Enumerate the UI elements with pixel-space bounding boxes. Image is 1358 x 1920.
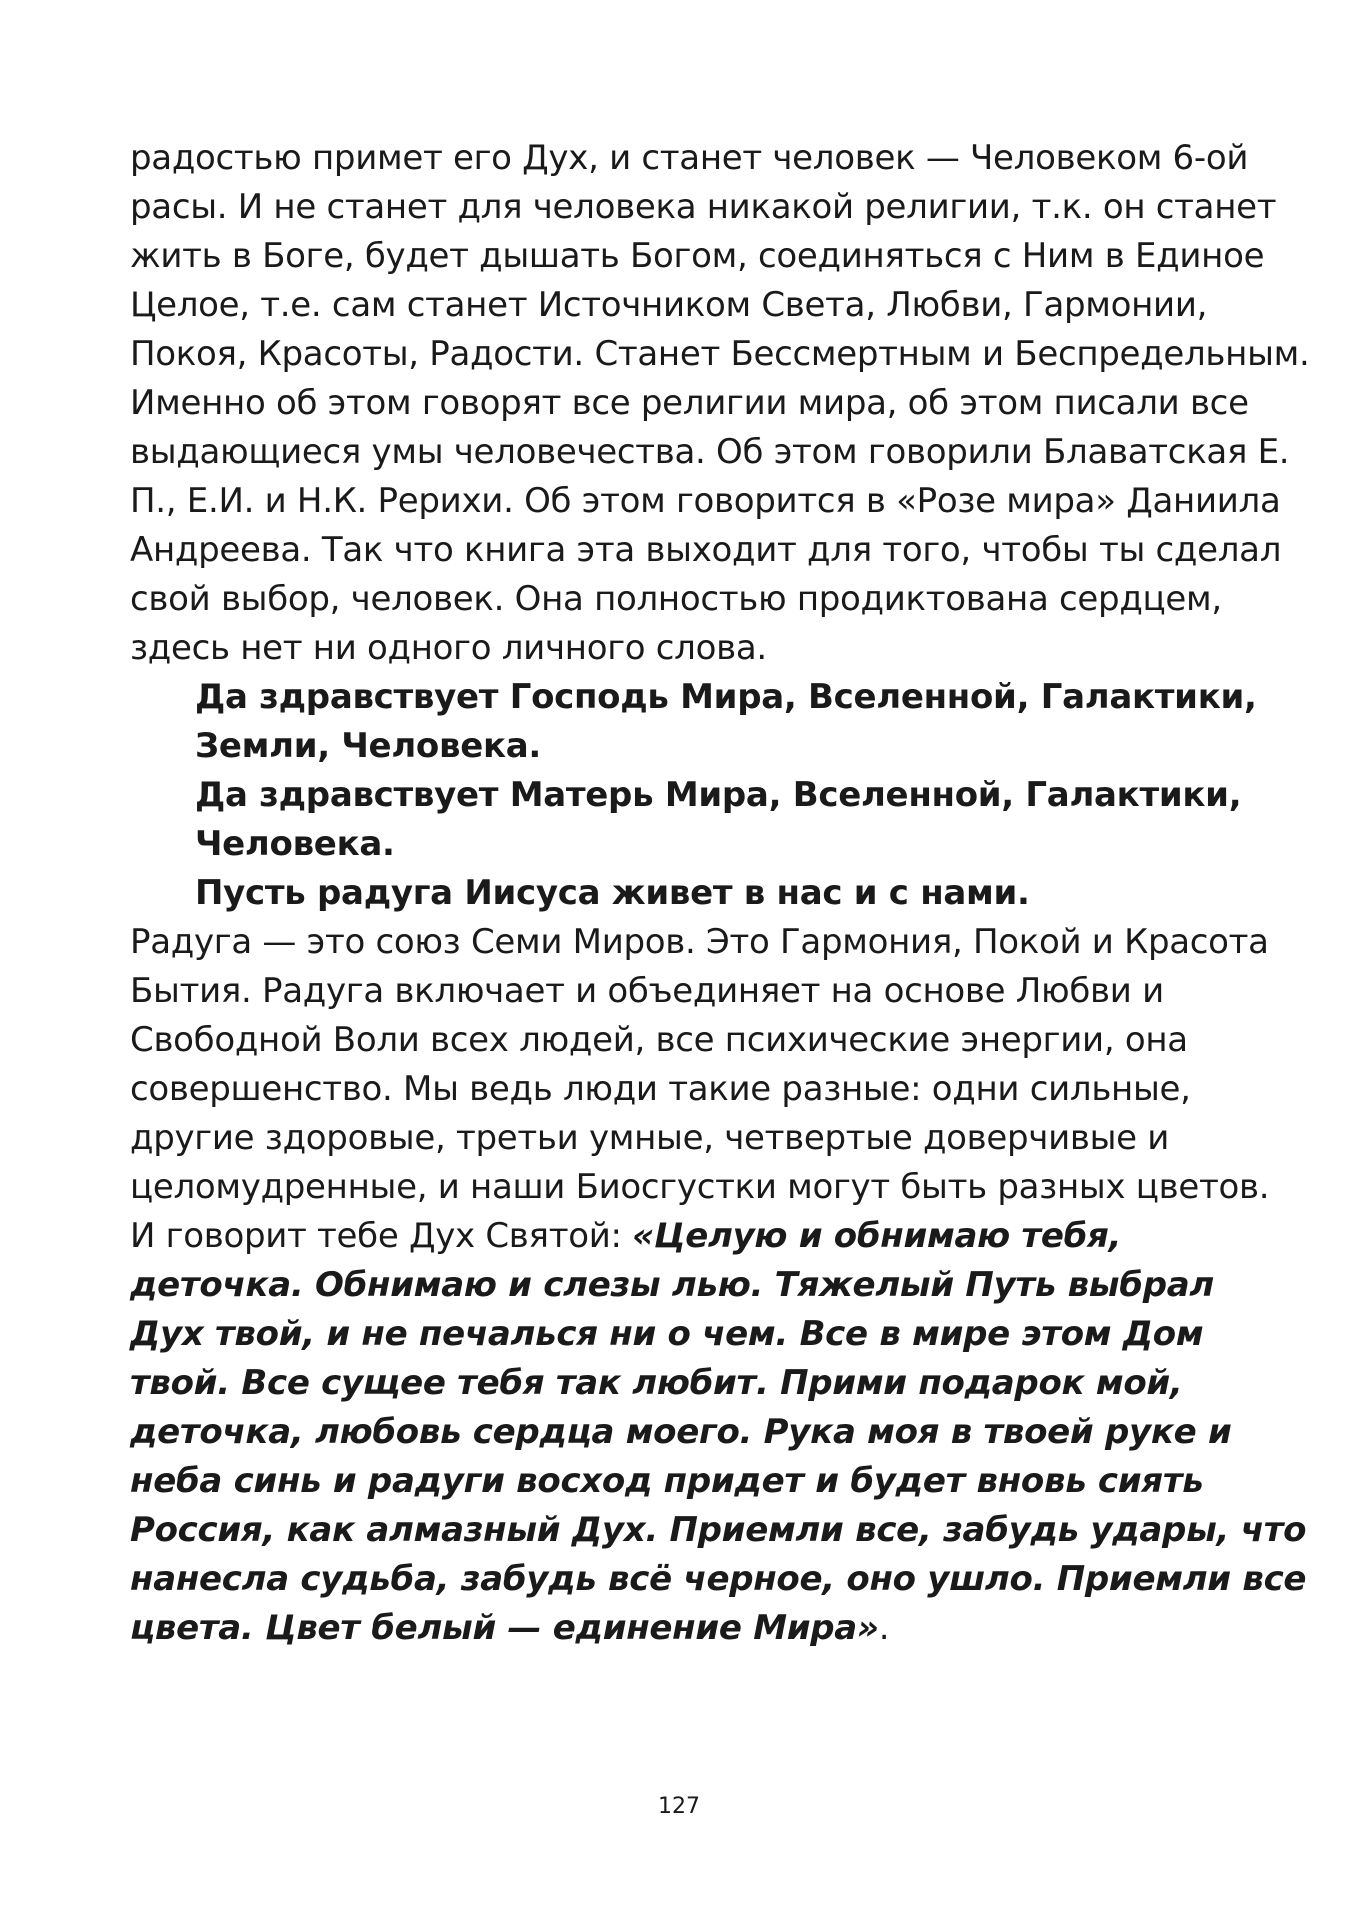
- quote-line: твой. Все сущее тебя так любит. Прими подарок мой,: [130, 1363, 1183, 1403]
- bold-text-line: Да здравствует Матерь Мира, Вселенной, Галактики,: [195, 775, 1242, 815]
- quote-text: «Целую и обнимаю тебя,: [632, 1216, 1122, 1256]
- quote-text: цвета. Цвет белый — единение Мира»: [130, 1608, 879, 1648]
- quote-line: деточка, любовь сердца моего. Рука моя в твоей руке и: [130, 1412, 1232, 1452]
- text-line: совершенство. Мы ведь люди такие разные: одни сильные,: [130, 1069, 1191, 1109]
- text-line: Целое, т.е. сам станет Источником Света, Любви, Гармонии,: [130, 285, 1208, 325]
- text-line: Андреева. Так что книга эта выходит для того, чтобы ты сделал: [130, 530, 1282, 570]
- bold-text-line: Да здравствует Господь Мира, Вселенной, Галактики,: [195, 677, 1257, 717]
- text-line: Радуга — это союз Семи Миров. Это Гармония, Покой и Красота: [130, 922, 1269, 962]
- text-line: выдающиеся умы человечества. Об этом говорили Блаватская Е.: [130, 432, 1290, 472]
- bold-text-line: Земли, Человека.: [195, 726, 541, 766]
- page-number: 127: [658, 1794, 700, 1819]
- text-line: Свободной Воли всех людей, все психические энергии, она: [130, 1020, 1188, 1060]
- text-line: расы. И не станет для человека никакой религии, т.к. он станет: [130, 187, 1277, 227]
- text-line: другие здоровые, третьи умные, четвертые доверчивые и: [130, 1118, 1170, 1158]
- text-line: целомудренные, и наши Биосгустки могут быть разных цветов.: [130, 1167, 1270, 1207]
- speech-line: [130, 1212, 1250, 1261]
- text-line: Покоя, Красоты, Радости. Станет Бессмертным и Беспредельным.: [130, 334, 1310, 374]
- page-body: [130, 134, 1310, 1653]
- text-line: жить в Боге, будет дышать Богом, соединяться с Ним в Единое: [130, 236, 1265, 276]
- text-line: здесь нет ни одного личного слова.: [130, 628, 767, 668]
- quote-last-line: [130, 1604, 1250, 1653]
- text-line: Бытия. Радуга включает и объединяет на основе Любви и: [130, 971, 1164, 1011]
- quote-line: деточка. Обнимаю и слезы лью. Тяжелый Путь выбрал: [130, 1265, 1214, 1305]
- text-line: радостью примет его Дух, и станет человек — Человеком 6-ой: [130, 138, 1249, 178]
- quote-end-punctuation: .: [878, 1608, 890, 1648]
- bold-text-line: Пусть радуга Иисуса живет в нас и с нами.: [195, 873, 1030, 913]
- quote-line: неба синь и радуги восход придет и будет вновь сиять: [130, 1461, 1204, 1501]
- text-line: свой выбор, человек. Она полностью продиктована сердцем,: [130, 579, 1222, 619]
- quote-line: Дух твой, и не печалься ни о чем. Все в мире этом Дом: [130, 1314, 1204, 1354]
- text-line: Именно об этом говорят все религии мира, об этом писали все: [130, 383, 1249, 423]
- bold-text-line: Человека.: [195, 824, 395, 864]
- text-line: П., Е.И. и Н.К. Рерихи. Об этом говорится в «Розе мира» Даниила: [130, 481, 1281, 521]
- speech-intro: И говорит тебе Дух Святой:: [130, 1216, 633, 1256]
- quote-line: нанесла судьба, забудь всё черное, оно ушло. Приемли все: [130, 1559, 1307, 1599]
- quote-line: Россия, как алмазный Дух. Приемли все, забудь удары, что: [130, 1510, 1307, 1550]
